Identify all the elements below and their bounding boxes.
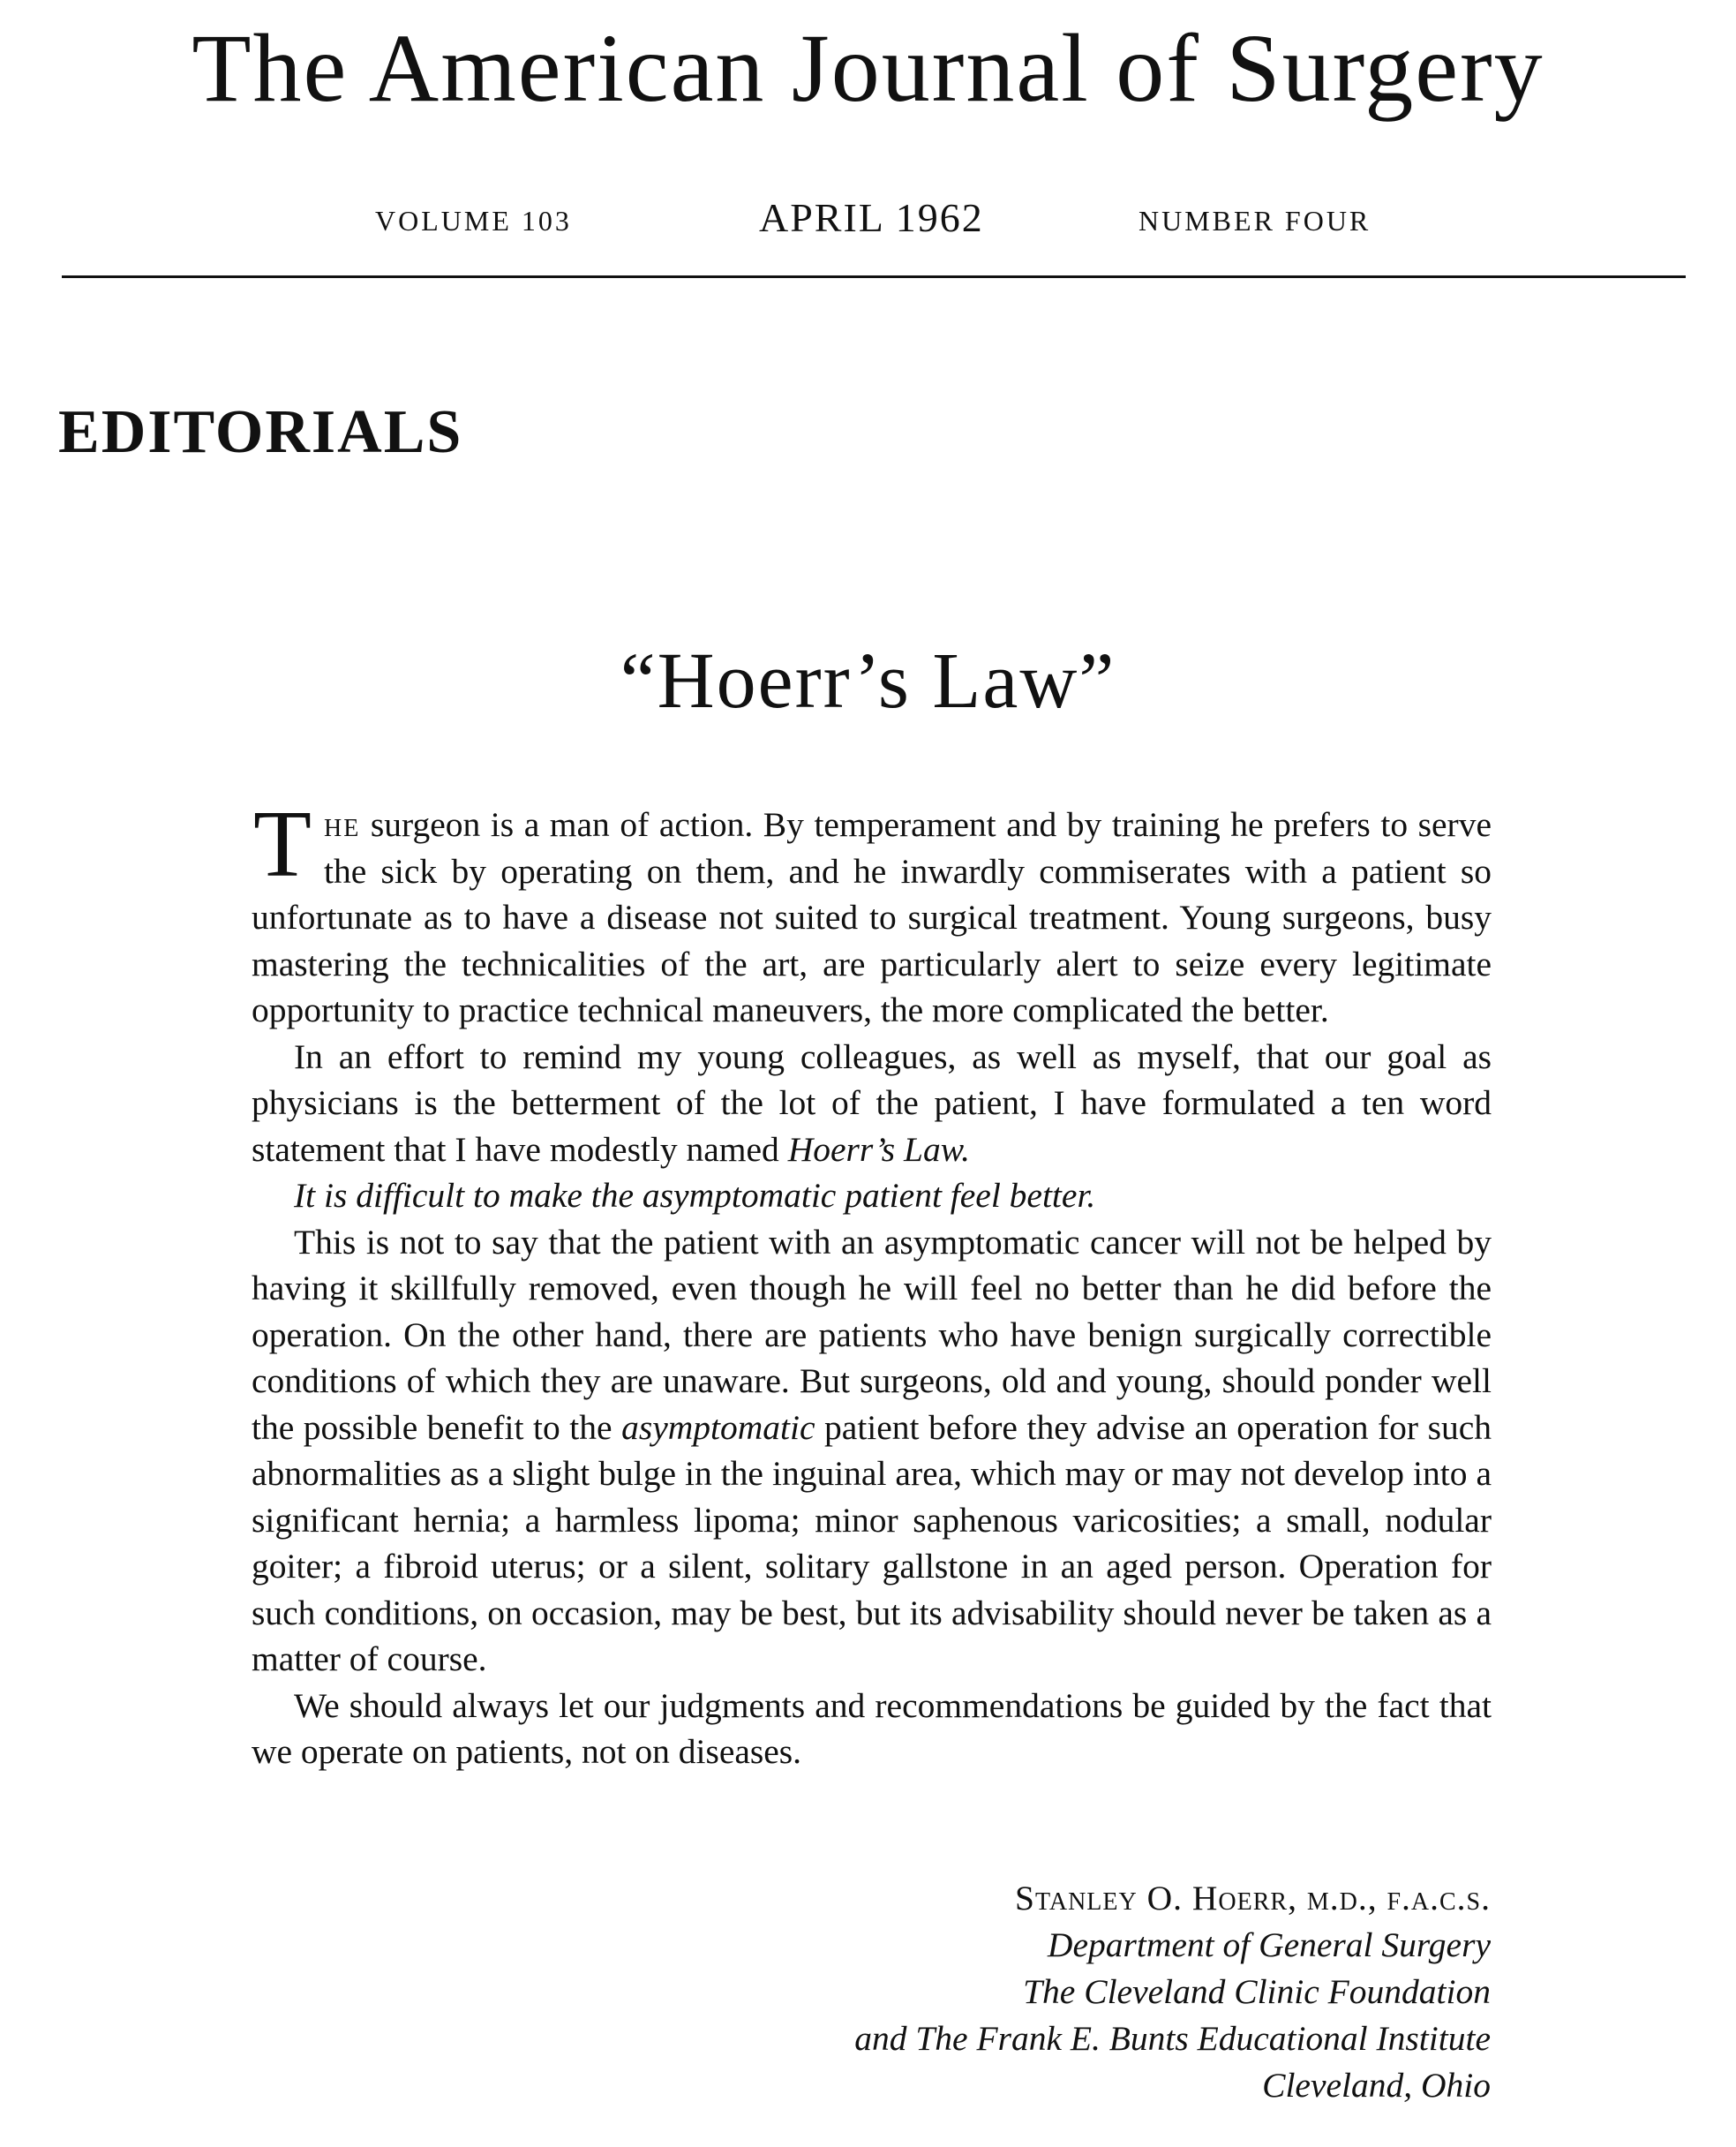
signature-block (854, 1875, 1491, 2109)
paragraph-1 (252, 792, 1492, 1034)
article-title: “Hoerr’s Law” (620, 637, 1116, 725)
issue-line (0, 194, 1736, 247)
law-statement: It is difficult to make the asymptomatic patient feel better. (294, 1176, 1096, 1215)
drop-cap: T (253, 792, 312, 897)
author-name: Stanley O. Hoerr, m.d., f.a.c.s. (1015, 1879, 1491, 1917)
article-body (252, 792, 1492, 1775)
paragraph-4 (252, 1219, 1492, 1683)
asymptomatic-emphasis: asymptomatic (621, 1407, 815, 1447)
law-name: Hoerr’s Law. (787, 1129, 971, 1169)
paragraph-5: We should always let our judgments and recommendations be guided by the fact that we operate on patients, not on diseases. (252, 1685, 1492, 1771)
paragraph-2-text: In an effort to remind my young colleagues, as well as myself, that our goal as physicians is the betterment of the lot of the patient, I have formulated a ten word statement that I have modestly named (252, 1036, 1492, 1169)
paragraph-2 (252, 1034, 1492, 1173)
author-institution: The Cleveland Clinic Foundation (1023, 1972, 1491, 2011)
header-rule (62, 275, 1686, 278)
volume-label: VOLUME 103 (375, 205, 572, 237)
author-city: Cleveland, Ohio (1262, 2066, 1491, 2105)
issue-number: NUMBER FOUR (1139, 205, 1372, 237)
paragraph-4-text-b: patient before they advise an operation for such abnormalities as a slight bulge in the inguinal area, which may or may not develop into a significant hernia; a harmless lipoma; minor saphenous varicosities; a small, nodular goiter; a fibroid uterus; or a silent, solitary gallstone in an aged person. Operation for such conditions, on occasion, may be best, but its advisability should never be taken as a matter of course. (252, 1407, 1492, 1678)
paragraph-4-text-a: This is not to say that the patient with an asymptomatic cancer will not be helped by having it skillfully removed, even though he will feel no better than he did before the operation. On the other hand, there are patients who have benign surgically correctible conditions of which they are unaware. But surgeons, old and young, should ponder well the possible benefit to the (252, 1222, 1492, 1447)
drop-cap-continuation: he (323, 805, 361, 844)
issue-date: APRIL 1962 (759, 195, 984, 240)
section-heading: EDITORIALS (58, 398, 463, 466)
journal-title: The American Journal of Surgery (192, 14, 1544, 122)
author-department: Department of General Surgery (1047, 1925, 1491, 1964)
author-institute: and The Frank E. Bunts Educational Institute (854, 2019, 1491, 2058)
paragraph-1-text: surgeon is a man of action. By temperament and by training he prefers to serve the sick by operating on them, and he inwardly commiserates with a patient so unfortunate as to have a disease not suited to surgical treatment. Young surgeons, busy mastering the technicalities of the art, are particularly alert to seize every legitimate opportunity to practice technical maneuvers, the more complicated the better. (252, 805, 1492, 1029)
